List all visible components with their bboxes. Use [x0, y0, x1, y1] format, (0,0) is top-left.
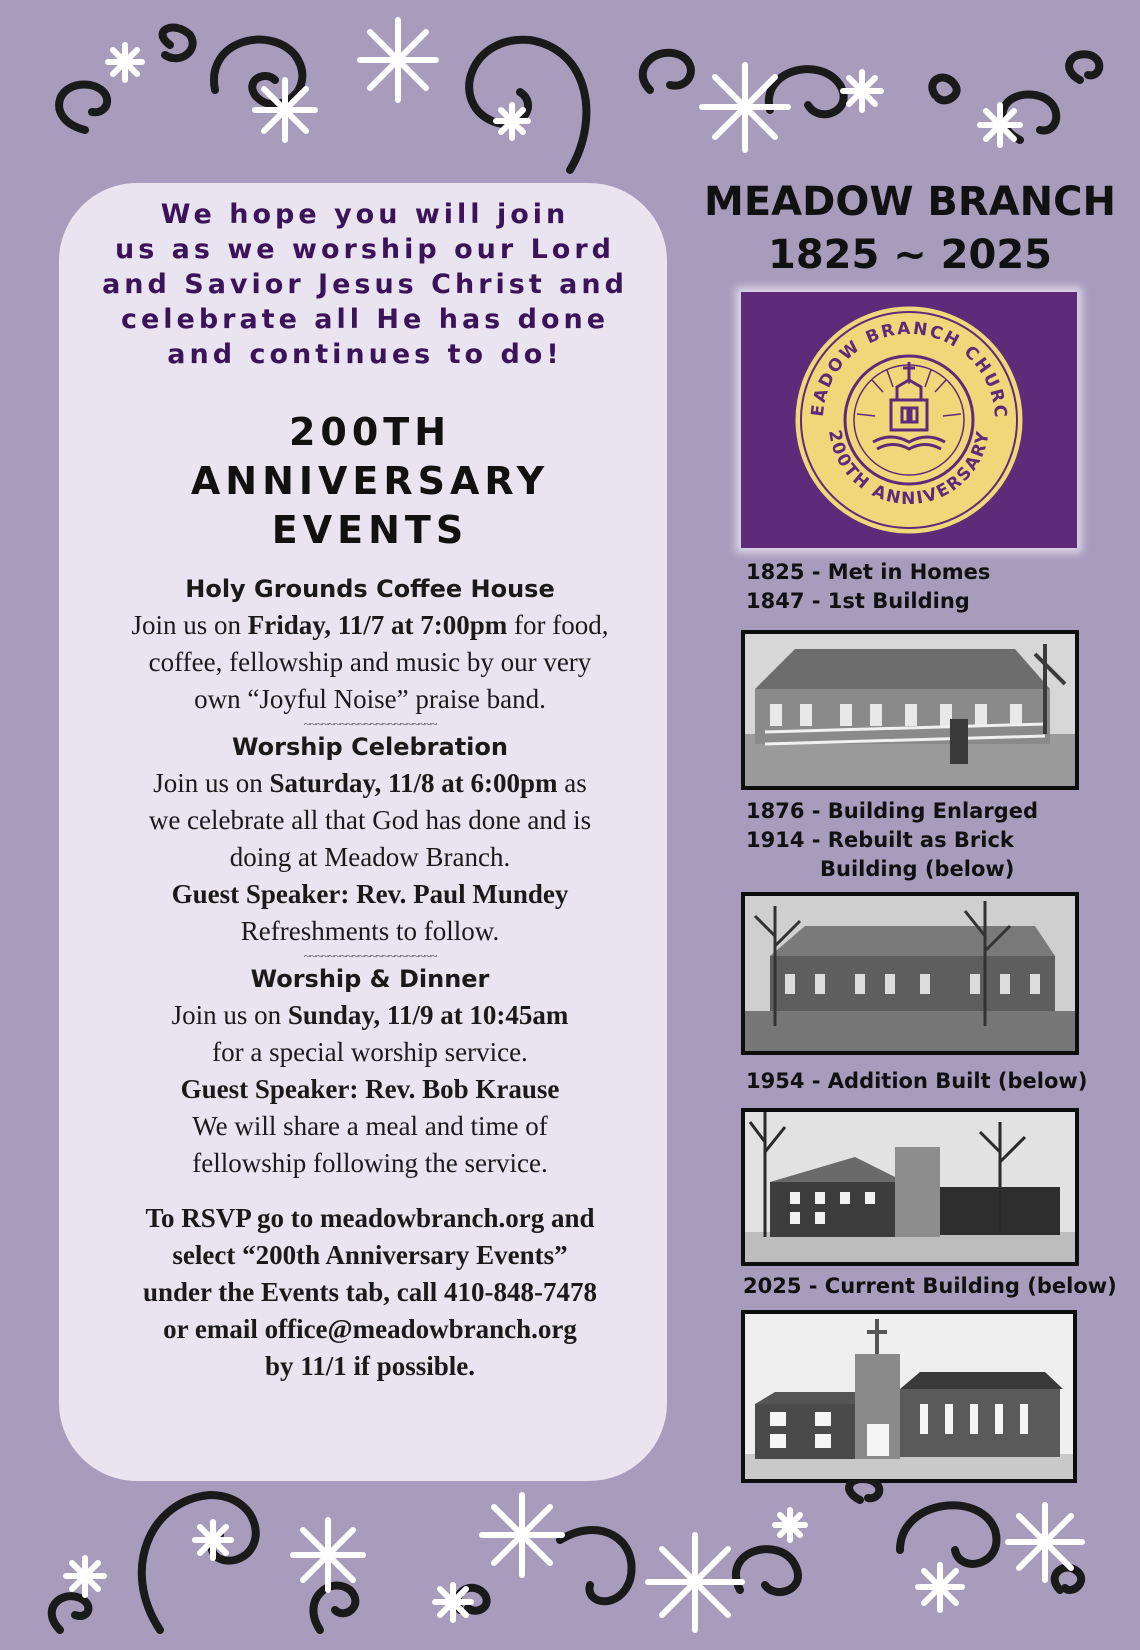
- events-title-line: EVENTS: [271, 508, 469, 552]
- guest-speaker: Guest Speaker: Rev. Bob Krause: [180, 1074, 560, 1104]
- seal-top-text: EADOW BRANCH CHURC: [807, 318, 1011, 421]
- swirl-decoration-bottom: [0, 1480, 1140, 1650]
- intro-message: [95, 197, 635, 372]
- event-coffee-house: [80, 572, 660, 718]
- event-line: coffee, fellowship and music by our very: [148, 647, 592, 677]
- event-line: Join us on Sunday, 11/9 at 10:45am: [171, 1000, 569, 1030]
- event-heading: Worship & Dinner: [250, 965, 490, 993]
- timeline-block-4: [743, 1272, 1117, 1301]
- event-datetime: Friday, 11/7 at 7:00pm: [247, 610, 508, 640]
- timeline-entry: 2025 - Current Building (below): [743, 1274, 1117, 1298]
- event-line: Join us on Friday, 11/7 at 7:00pm for food,: [131, 610, 609, 640]
- rsvp-line: To RSVP go to meadowbranch.org and: [145, 1203, 595, 1233]
- event-line: Refreshments to follow.: [240, 916, 500, 946]
- church-years: 1825 ~ 2025: [767, 232, 1053, 278]
- event-line: we celebrate all that God has done and is: [148, 805, 592, 835]
- anniversary-seal: [741, 292, 1077, 548]
- rsvp-line: under the Events tab, call 410-848-7478: [142, 1277, 597, 1307]
- timeline-entry: 1954 - Addition Built (below): [746, 1069, 1088, 1093]
- timeline-entry: 1847 - 1st Building: [746, 589, 970, 613]
- intro-line: us as we worship our Lord: [114, 234, 615, 265]
- timeline-entry: Building (below): [820, 857, 1015, 881]
- rsvp-line: by 11/1 if possible.: [264, 1351, 476, 1381]
- seal-bottom-text: 200TH ANNIVERSARY: [824, 428, 994, 510]
- timeline-entry: 1876 - Building Enlarged: [746, 799, 1038, 823]
- event-worship-celebration: [80, 730, 660, 950]
- building-photo-1914: [741, 892, 1079, 1055]
- anniversary-logo: [741, 292, 1077, 548]
- event-worship-dinner: [80, 962, 660, 1182]
- events-title-line: 200TH: [288, 410, 452, 454]
- separator: ~~~~~~~~~~~~~~~~~~~~~~: [303, 716, 437, 731]
- event-line: We will share a meal and time of: [192, 1111, 548, 1141]
- intro-line: We hope you will join: [160, 199, 570, 230]
- building-photo-2025: [741, 1310, 1077, 1483]
- timeline-entry: 1825 - Met in Homes: [746, 560, 991, 584]
- event-line: own “Joyful Noise” praise band.: [194, 684, 546, 714]
- event-line: fellowship following the service.: [192, 1148, 548, 1178]
- intro-line: celebrate all He has done: [120, 304, 610, 335]
- intro-line: and Savior Jesus Christ and: [102, 269, 628, 300]
- timeline-block-3: [746, 1067, 1087, 1096]
- events-title: [120, 408, 620, 555]
- events-list: [80, 572, 660, 1385]
- rsvp-info: [80, 1200, 660, 1385]
- swirl-decoration-top: [0, 0, 1140, 190]
- event-line: Join us on Saturday, 11/8 at 6:00pm as: [153, 768, 587, 798]
- event-line: doing at Meadow Branch.: [229, 842, 511, 872]
- church-title: [700, 176, 1120, 282]
- separator: ~~~~~~~~~~~~~~~~~~~~~~: [303, 948, 437, 963]
- church-name: MEADOW BRANCH: [704, 179, 1116, 225]
- event-datetime: Sunday, 11/9 at 10:45am: [287, 1000, 569, 1030]
- rsvp-line: or email office@meadowbranch.org: [163, 1314, 577, 1344]
- timeline-entry: 1914 - Rebuilt as Brick: [746, 828, 1014, 852]
- intro-line: and continues to do!: [167, 339, 563, 370]
- event-heading: Holy Grounds Coffee House: [185, 575, 555, 603]
- timeline-block-2: [746, 797, 1038, 884]
- event-line: for a special worship service.: [212, 1037, 528, 1067]
- event-heading: Worship Celebration: [232, 733, 508, 761]
- events-title-line: ANNIVERSARY: [190, 459, 550, 503]
- rsvp-line: select “200th Anniversary Events”: [172, 1240, 568, 1270]
- building-photo-1954: [741, 1108, 1079, 1266]
- guest-speaker: Guest Speaker: Rev. Paul Mundey: [171, 879, 569, 909]
- timeline-block-1: [746, 558, 990, 616]
- event-datetime: Saturday, 11/8 at 6:00pm: [269, 768, 558, 798]
- building-photo-1847: [741, 630, 1079, 790]
